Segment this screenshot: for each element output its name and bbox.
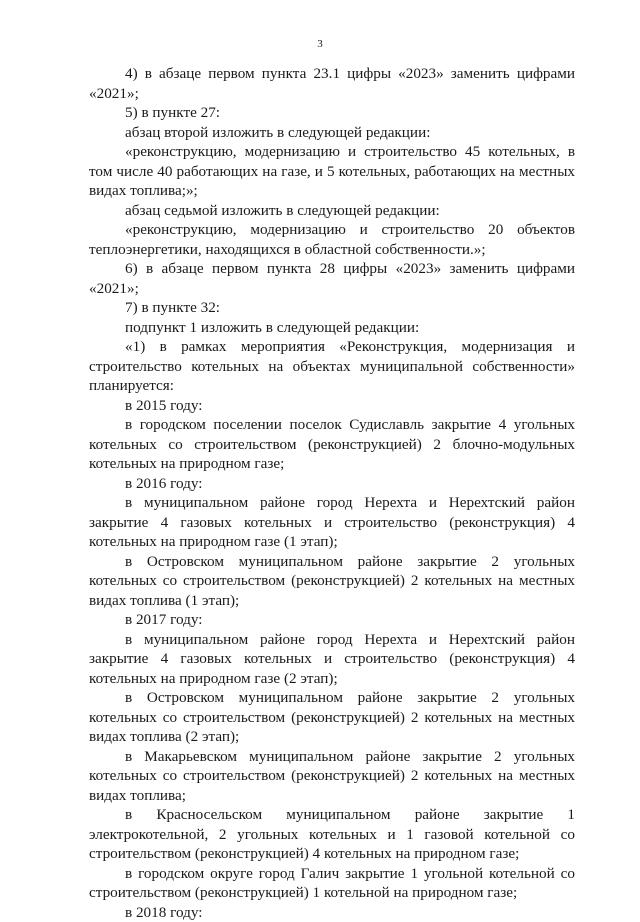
paragraph-item-7: 7) в пункте 32: (89, 298, 575, 318)
paragraph-quote: «реконструкцию, модернизацию и строительство 45 котельных, в том числе 40 работающих на газе, и 5 котельных, работающих на местных видах топлива;»; (89, 142, 575, 201)
paragraph-instruction: абзац седьмой изложить в следующей редакции: (89, 201, 575, 221)
paragraph-plan-entry: в городском поселении поселок Судиславль закрытие 4 угольных котельных со строительством (реконструкцией) 2 блочно-модульных котельных на природном газе; (89, 415, 575, 474)
paragraph-instruction: подпункт 1 изложить в следующей редакции: (89, 318, 575, 338)
paragraph-year-heading: в 2017 году: (89, 610, 575, 630)
paragraph-year-heading: в 2018 году: (89, 903, 575, 922)
paragraph-quote: «1) в рамках мероприятия «Реконструкция, модернизация и строительство котельных на объектах муниципальной собственности» планируется: (89, 337, 575, 396)
paragraph-plan-entry: в Островском муниципальном районе закрытие 2 угольных котельных со строительством (реконструкцией) 2 котельных на местных видах топлива (1 этап); (89, 552, 575, 611)
paragraph-plan-entry: в муниципальном районе город Нерехта и Нерехтский район закрытие 4 газовых котельных и строительство (реконструкция) 4 котельных на природном газе (2 этап); (89, 630, 575, 689)
paragraph-year-heading: в 2016 году: (89, 474, 575, 494)
paragraph-plan-entry: в Макарьевском муниципальном районе закрытие 2 угольных котельных со строительством (реконструкцией) 2 котельных на местных видах топлива; (89, 747, 575, 806)
paragraph-plan-entry: в городском округе город Галич закрытие 1 угольной котельной со строительством (реконструкцией) 1 котельной на природном газе; (89, 864, 575, 903)
paragraph-item-4: 4) в абзаце первом пункта 23.1 цифры «2023» заменить цифрами «2021»; (89, 64, 575, 103)
paragraph-year-heading: в 2015 году: (89, 396, 575, 416)
document-body (89, 64, 575, 922)
page-number: 3 (0, 38, 640, 50)
paragraph-item-5: 5) в пункте 27: (89, 103, 575, 123)
paragraph-instruction: абзац второй изложить в следующей редакции: (89, 123, 575, 143)
paragraph-plan-entry: в Красносельском муниципальном районе закрытие 1 электрокотельной, 2 угольных котельных и 1 газовой котельной со строительством (реконструкцией) 4 котельных на природном газе; (89, 805, 575, 864)
paragraph-plan-entry: в Островском муниципальном районе закрытие 2 угольных котельных со строительством (реконструкцией) 2 котельных на местных видах топлива (2 этап); (89, 688, 575, 747)
paragraph-quote: «реконструкцию, модернизацию и строительство 20 объектов теплоэнергетики, находящихся в областной собственности.»; (89, 220, 575, 259)
paragraph-plan-entry: в муниципальном районе город Нерехта и Нерехтский район закрытие 4 газовых котельных и строительство (реконструкция) 4 котельных на природном газе (1 этап); (89, 493, 575, 552)
paragraph-item-6: 6) в абзаце первом пункта 28 цифры «2023» заменить цифрами «2021»; (89, 259, 575, 298)
